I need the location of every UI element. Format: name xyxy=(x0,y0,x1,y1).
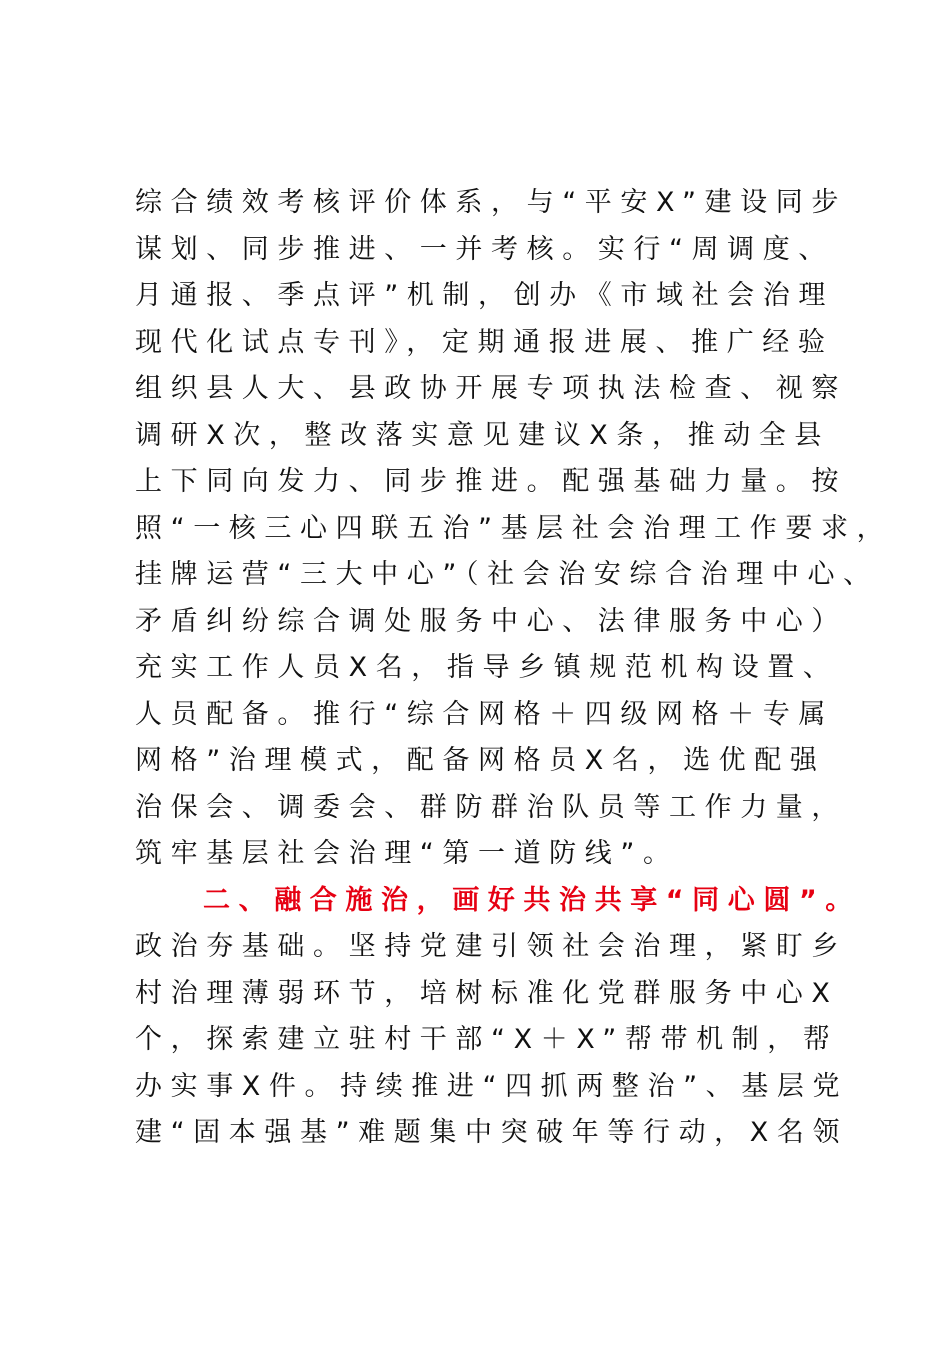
text-line: 治保会、调委会、群防群治队员等工作力量， xyxy=(135,791,847,823)
text-line: 政治夯基础。坚持党建引领社会治理，紧盯乡 xyxy=(135,931,847,962)
text-line: 谋划、同步推进、一并考核。实行“周调度、 xyxy=(135,233,834,265)
text-line: 建“固本强基”难题集中突破年等行动，X名领 xyxy=(135,1117,849,1148)
text-line: 办实事X件。持续推进“四抓两整治”、基层党 xyxy=(135,1070,849,1102)
text-line: 村治理薄弱环节，培树标准化党群服务中心X xyxy=(135,977,839,1009)
body-text xyxy=(135,180,893,1157)
text-line: 人员配备。推行“综合网格＋四级网格＋专属 xyxy=(135,698,834,730)
section-heading: 二、融合施治，画好共治共享“同心圆”。 xyxy=(203,884,861,916)
text-line: 上下同向发力、同步推进。配强基础力量。按 xyxy=(135,466,847,497)
text-line: 充实工作人员X名，指导乡镇规范机构设置、 xyxy=(135,652,839,683)
text-line: 个，探索建立驻村干部“X＋X”帮带机制，帮 xyxy=(135,1024,839,1055)
text-line: 现代化试点专刊》，定期通报进展、推广经验 xyxy=(135,326,834,358)
text-line: 挂牌运营“三大中心”（社会治安综合治理中心、 xyxy=(135,559,879,590)
text-line: 月通报、季点评”机制，创办《市域社会治理 xyxy=(135,280,834,311)
text-line: 网格”治理模式，配备网格员X名，选优配强 xyxy=(135,745,826,776)
text-line: 照“一核三心四联五治”基层社会治理工作要求， xyxy=(135,512,893,544)
text-line: 综合绩效考核评价体系，与“平安X”建设同步 xyxy=(135,187,847,218)
text-line: 组织县人大、县政协开展专项执法检查、视察 xyxy=(135,373,847,404)
text-line: 矛盾纠纷综合调处服务中心、法律服务中心） xyxy=(135,605,847,637)
text-line: 调研X次，整改落实意见建议X条，推动全县 xyxy=(135,419,830,451)
text-line: 筑牢基层社会治理“第一道防线”。 xyxy=(135,838,679,869)
